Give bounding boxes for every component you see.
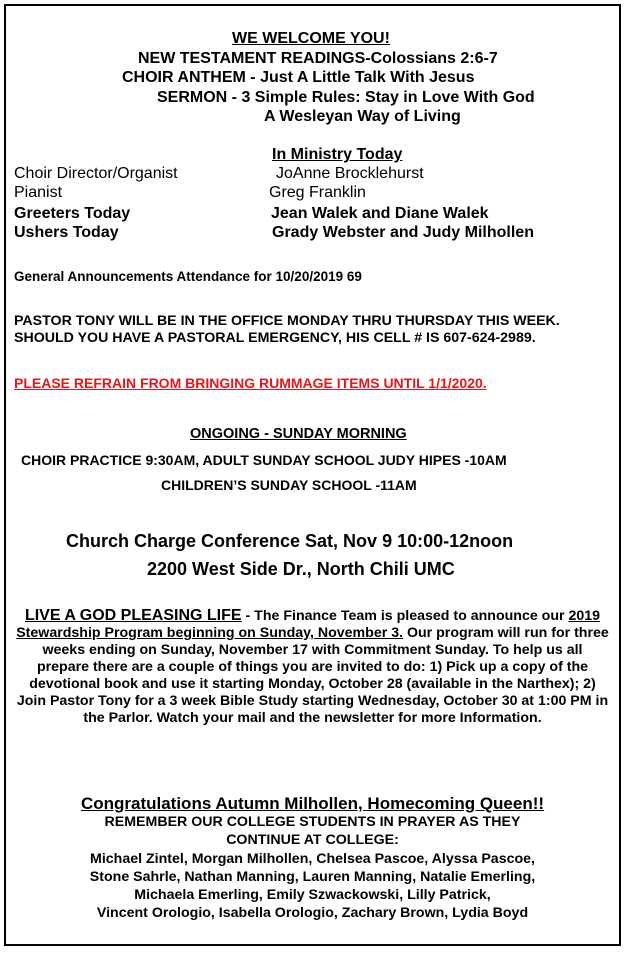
ministry-role: Choir Director/Organist: [14, 165, 178, 182]
conference-line: Church Charge Conference Sat, Nov 9 10:00-12noon: [66, 531, 514, 551]
readings-line: NEW TESTAMENT READINGS-Colossians 2:6-7: [138, 50, 498, 67]
bulletin-page: [4, 4, 621, 946]
sermon-line: SERMON - 3 Simple Rules: Stay in Love With God: [157, 89, 535, 106]
childrens-school-line: CHILDREN’S SUNDAY SCHOOL -11AM: [161, 477, 417, 493]
stewardship-paragraph: [16, 607, 609, 727]
stewardship-intro: - The Finance Team is pleased to announce our: [241, 608, 569, 624]
pastor-announcement: PASTOR TONY WILL BE IN THE OFFICE MONDAY THRU THURSDAY THIS WEEK. SHOULD YOU HAVE A PASTORAL EMERGENCY, HIS CELL # IS 607-624-2989.: [14, 313, 560, 346]
homecoming-congrats: Congratulations Autumn Milhollen, Homecoming Queen!!: [80, 794, 545, 813]
student-names-line: Vincent Orologio, Isabella Orologio, Zachary Brown, Lydia Boyd: [96, 905, 529, 921]
welcome-heading: WE WELCOME YOU!: [232, 30, 390, 47]
anthem-line: CHOIR ANTHEM - Just A Little Talk With Jesus: [122, 69, 475, 86]
college-remember-line: REMEMBER OUR COLLEGE STUDENTS IN PRAYER AS THEY: [104, 814, 521, 830]
conference-address: 2200 West Side Dr., North Chili UMC: [147, 559, 455, 579]
college-remember-line: CONTINUE AT COLLEGE:: [226, 832, 399, 848]
student-names-line: Michael Zintel, Morgan Milhollen, Chelsea Pascoe, Alyssa Pascoe,: [90, 851, 535, 867]
student-names-line: Michaela Emerling, Emily Szwackowski, Lilly Patrick,: [134, 887, 491, 903]
ministry-heading: In Ministry Today: [272, 146, 403, 163]
rummage-notice: PLEASE REFRAIN FROM BRINGING RUMMAGE ITEMS UNTIL 1/1/2020.: [14, 375, 487, 391]
sermon-subtitle: A Wesleyan Way of Living: [264, 108, 461, 125]
stewardship-details: Our program will run for three weeks ending on Sunday, November 17 with Commitment Sunday. To help us all prepare there are a couple of things you are invited to do: 1) Pick up a copy of the devotional book and use it starting Monday, October 28 (available in the Narthex); 2) Join Pastor Tony for a 3 week Bible Study starting Wednesday, October 30 at 1:00 PM in the Parlor. Watch your mail and the newsletter for more Information.: [16, 625, 609, 726]
stewardship-title: LIVE A GOD PLEASING LIFE: [24, 607, 242, 624]
ministry-role: Greeters Today: [14, 205, 131, 222]
ministry-name: JoAnne Brocklehurst: [276, 165, 424, 182]
choir-practice-line: CHOIR PRACTICE 9:30AM, ADULT SUNDAY SCHOOL JUDY HIPES -10AM: [21, 452, 507, 468]
ministry-name: Jean Walek and Diane Walek: [271, 205, 489, 222]
ongoing-heading: ONGOING - SUNDAY MORNING: [190, 426, 407, 442]
stewardship-program: 2019 Stewardship Program beginning on Sunday, November 3.: [16, 608, 601, 641]
ministry-name: Greg Franklin: [269, 184, 366, 201]
ministry-name: Grady Webster and Judy Milhollen: [272, 224, 534, 241]
ministry-role: Ushers Today: [14, 224, 119, 241]
attendance-line: General Announcements Attendance for 10/20/2019 69: [14, 269, 362, 284]
ministry-role: Pianist: [14, 184, 63, 201]
student-names-line: Stone Sahrle, Nathan Manning, Lauren Manning, Natalie Emerling,: [89, 869, 536, 885]
